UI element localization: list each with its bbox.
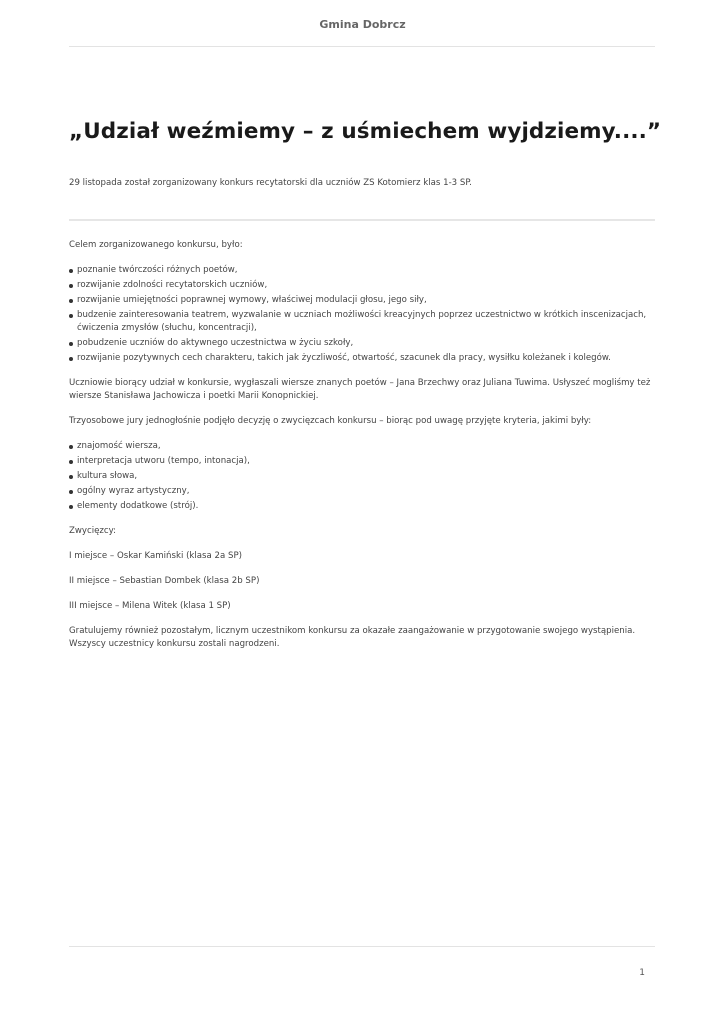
- article-title: „Udział weźmiemy – z uśmiechem wyjdziemy....”: [69, 119, 662, 144]
- goals-list: [69, 264, 655, 365]
- goals-intro: Celem zorganizowanego konkursu, było:: [69, 240, 243, 250]
- winner-third: III miejsce – Milena Witek (klasa 1 SP): [69, 601, 231, 611]
- poems-paragraph: Uczniowie biorący udział w konkursie, wygłaszali wiersze znanych poetów – Jana Brzechwy oraz Juliana Tuwima. Usłyszeć mogliśmy też wiersze Stanisława Jachowicza i poetki Marii Konopnickiej.: [69, 378, 651, 401]
- jury-paragraph: Trzyosobowe jury jednogłośnie podjęło decyzję o zwycięzcach konkursu – biorąc pod uwagę przyjęte kryteria, jakimi były:: [69, 416, 592, 426]
- list-item: rozwijanie zdolności recytatorskich uczniów,: [69, 279, 655, 292]
- winner-second: II miejsce – Sebastian Dombek (klasa 2b SP): [69, 576, 260, 586]
- list-item: poznanie twórczości różnych poetów,: [69, 264, 655, 277]
- article-body: [69, 239, 655, 663]
- list-item: kultura słowa,: [69, 470, 655, 483]
- footer-divider: [69, 946, 655, 947]
- lead-divider: [69, 219, 655, 221]
- winners-heading: Zwycięzcy:: [69, 526, 116, 536]
- closing-paragraph: Gratulujemy również pozostałym, licznym uczestnikom konkursu za okazałe zaangażowanie w przygotowanie swojego wystąpienia. Wszyscy uczestnicy konkursu zostali nagrodzeni.: [69, 626, 636, 649]
- page-number: 1: [639, 968, 645, 978]
- criteria-list: [69, 440, 655, 513]
- header-divider: [69, 46, 655, 47]
- list-item: pobudzenie uczniów do aktywnego uczestnictwa w życiu szkoły,: [69, 337, 655, 350]
- list-item: rozwijanie pozytywnych cech charakteru, takich jak życzliwość, otwartość, szacunek dla pracy, wysiłku koleżanek i kolegów.: [69, 352, 655, 365]
- list-item: ogólny wyraz artystyczny,: [69, 485, 655, 498]
- list-item: elementy dodatkowe (strój).: [69, 500, 655, 513]
- list-item: znajomość wiersza,: [69, 440, 655, 453]
- article-lead: 29 listopada został zorganizowany konkurs recytatorski dla uczniów ZS Kotomierz klas 1-3 SP.: [69, 178, 472, 188]
- list-item: interpretacja utworu (tempo, intonacja),: [69, 455, 655, 468]
- winner-first: I miejsce – Oskar Kamiński (klasa 2a SP): [69, 551, 242, 561]
- list-item: rozwijanie umiejętności poprawnej wymowy, właściwej modulacji głosu, jego siły,: [69, 294, 655, 307]
- list-item: budzenie zainteresowania teatrem, wyzwalanie w uczniach możliwości kreacyjnych poprzez uczestnictwo w krótkich inscenizacjach, ćwiczenia zmysłów (słuchu, koncentracji),: [69, 309, 655, 335]
- site-name: Gmina Dobrcz: [319, 18, 406, 31]
